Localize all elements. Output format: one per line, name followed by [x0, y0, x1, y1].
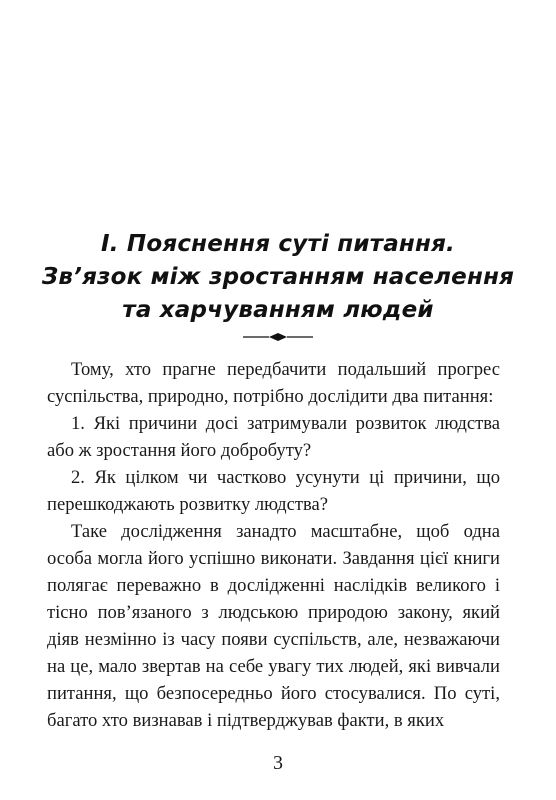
heading-line-3: та харчуванням людей	[122, 297, 434, 323]
body-text	[47, 356, 500, 734]
page-number: 3	[273, 752, 283, 774]
divider-ornament-icon	[243, 332, 313, 342]
chapter-heading	[0, 228, 556, 327]
paragraph-question-1: 1. Які причини досі затримували розвиток людства або ж зростання його добробуту?	[47, 413, 500, 461]
paragraph-question-2: 2. Як цілком чи частково усунути ці причини, що перешкоджають розвитку людства?	[47, 467, 500, 515]
paragraph-main: Таке дослідження занадто масштабне, щоб одна особа могла його успішно виконати. Завдання цієї книги полягає переважно в дослідженні наслідків великого і тісно пов’язаного з людською природою закону, який діяв незмінно із часу появи суспільств, але, незважаючи на це, мало звертав на себе увагу тих людей, які вивчали питання, що безпосередньо його стосувалися. По суті, багато хто визнавав і підтверджував факти, в яких	[47, 521, 500, 731]
heading-line-2: Зв’язок між зростанням населення	[41, 264, 515, 290]
paragraph-intro: Тому, хто прагне передбачити подальший прогрес суспільства, природно, потрібно дослідити два питання:	[47, 359, 500, 407]
heading-line-1: I. Пояснення суті питання.	[101, 231, 455, 257]
